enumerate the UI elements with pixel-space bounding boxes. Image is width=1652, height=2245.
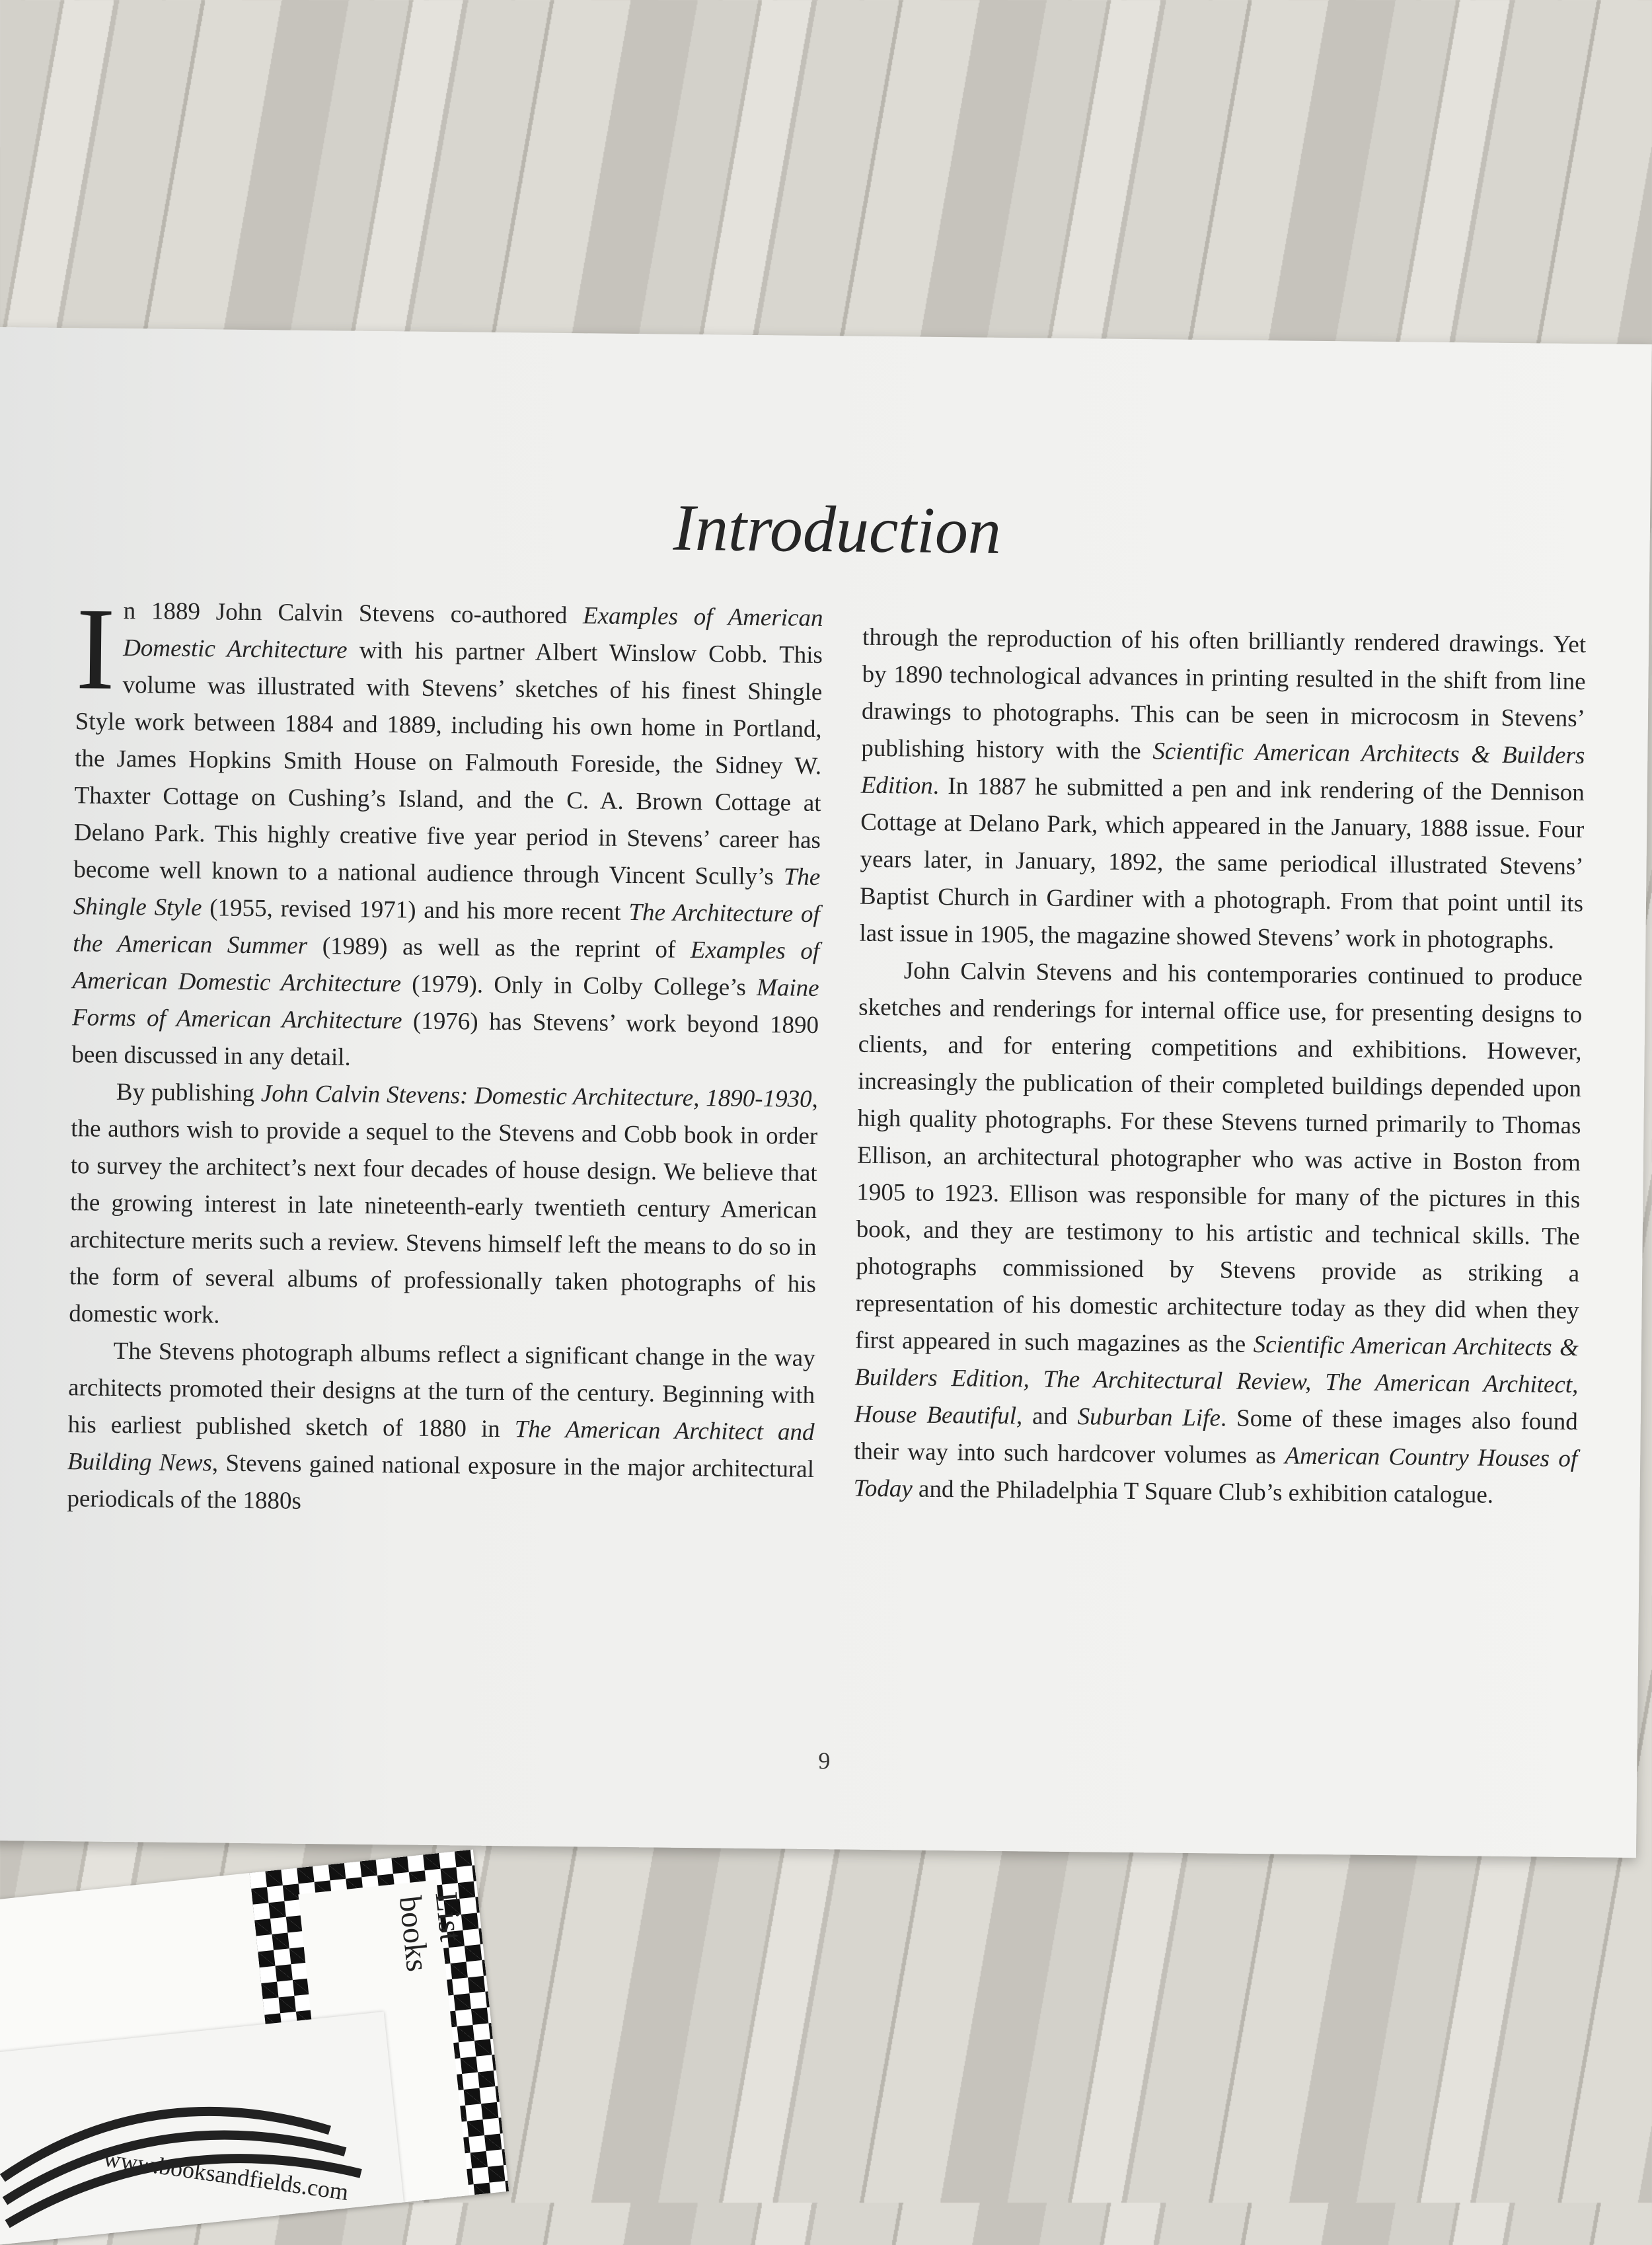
text-run: . Some of these images also found their way into such hardcover volumes as — [854, 1404, 1578, 1470]
text-column-left — [67, 583, 823, 1525]
bookmark-line-1: List — [428, 1890, 469, 1944]
periodical-title: Scientific American Architects & Builders Edition — [860, 738, 1585, 800]
text-run: n 1889 John Calvin Stevens co-authored — [123, 597, 583, 630]
text-run: (1955, revised 1971) and his more recent — [202, 894, 629, 927]
paragraph-1 — [71, 583, 823, 1081]
paragraph-3 — [67, 1332, 815, 1525]
book-title: Examples of American Domestic Architecture — [72, 936, 820, 998]
bookmark-vertical-text — [392, 1890, 472, 1973]
paragraph-4 — [859, 619, 1586, 960]
book-title: The Shingle Style — [73, 863, 821, 922]
text-run: , the authors wish to provide a sequel to the Stevens and Cobb book in order to survey the architect’s next four decades of house design. We believe that the growing interest in late nineteenth-early twentieth century American architecture merits such a review. Stevens himself left the means to do so in the form of several albums of professionally taken photographs of his domestic work. — [69, 1085, 819, 1329]
bookmark-card — [0, 1849, 509, 2245]
text-run: . In 1887 he submitted a pen and ink rendering of the Dennison Cottage at Delano Park, which appeared in the January, 1888 issue. Four years later, in January, 1892, the same periodical illustrated Stevens’ Baptist Church in Gardiner with a photograph. From that point until its last issue in 1905, the magazine showed Stevens’ work in photographs. — [859, 772, 1585, 954]
text-run: (1979). Only in Colby College’s — [400, 970, 757, 1002]
page-title: Introduction — [673, 490, 1002, 568]
text-column-right — [853, 619, 1586, 1515]
paragraph-2 — [69, 1073, 818, 1340]
text-run: By publishing — [116, 1078, 262, 1108]
text-run: , Stevens gained national exposure in the major architectural periodicals of the 1880s — [67, 1449, 815, 1515]
periodical-title: Scientific American Architects & Builders Edition, The Architectural Review, The American Architect, House Beautiful, — [854, 1330, 1579, 1430]
book-title: Maine Forms of American Architecture — [71, 974, 819, 1035]
text-run: John Calvin Stevens and his contemporaries continued to produce sketches and renderings for internal office use, for presenting designs to clients, and for entering competitions and exhibitions. However, increasingly the publication of their completed buildings depended upon high quality photographs. For these Stevens turned primarily to Thomas Ellison, an architectural photographer who was active in Boston from 1905 to 1923. Ellison was responsible for many of the pictures in this book, and they are testimony to his artistic and technical skills. The photographs commissioned by Stevens provide as striking a representation of his domestic architecture today as they did when they first appeared in such magazines as the — [854, 957, 1583, 1358]
text-run: through the reproduction of his often brilliantly rendered drawings. Yet by 1890 technological advances in printing resulted in the shift from line drawings to photographs. This can be seen in microcosm in Stevens’ publishing history with the — [861, 623, 1587, 765]
bookmark-logo-card — [0, 2012, 404, 2245]
book-title: The American Architect and Building News — [67, 1416, 815, 1477]
text-run: The Stevens photograph albums reflect a significant change in the way architects promoted their designs at the turn of the century. Beginning with his earliest published sketch of 1880 in — [67, 1337, 815, 1443]
page-number: 9 — [818, 1747, 831, 1774]
bookmark-line-2: books — [392, 1894, 435, 1973]
book-page — [0, 327, 1652, 1858]
periodical-title: Suburban Life — [1077, 1403, 1221, 1432]
book-title: Examples of American Domestic Architecture — [122, 602, 823, 664]
swoosh-lines-icon — [0, 2012, 404, 2245]
text-run: (1976) has Stevens’ work beyond 1890 been discussed in any detail. — [71, 1007, 819, 1071]
drop-cap: I — [75, 583, 116, 714]
book-title: John Calvin Stevens: Domestic Architecture, 1890-1930 — [260, 1080, 812, 1113]
text-run: with his partner Albert Winslow Cobb. This volume was illustrated with Stevens’ sketches of his finest Shingle Style work between 1884 and 1889, including his own home in Portland, the James Hopkins Smith House on Falmouth Foreside, the Sidney W. Thaxter Cottage on Cushing’s Island, and the C. A. Brown Cottage at Delano Park. This highly creative five year period in Stevens’ career has become well known to a national audience through Vincent Scully’s — [73, 636, 823, 891]
bookmark-url: www.booksandfields.com — [102, 2145, 350, 2206]
paragraph-5 — [853, 952, 1583, 1515]
text-run: and the Philadelphia T Square Club’s exhibition catalogue. — [912, 1475, 1494, 1509]
text-run: (1989) as well as the reprint of — [307, 932, 691, 964]
book-title: American Country Houses of Today — [853, 1442, 1578, 1503]
book-title: The Architecture of the American Summer — [73, 899, 820, 960]
text-run: and — [1022, 1402, 1078, 1431]
